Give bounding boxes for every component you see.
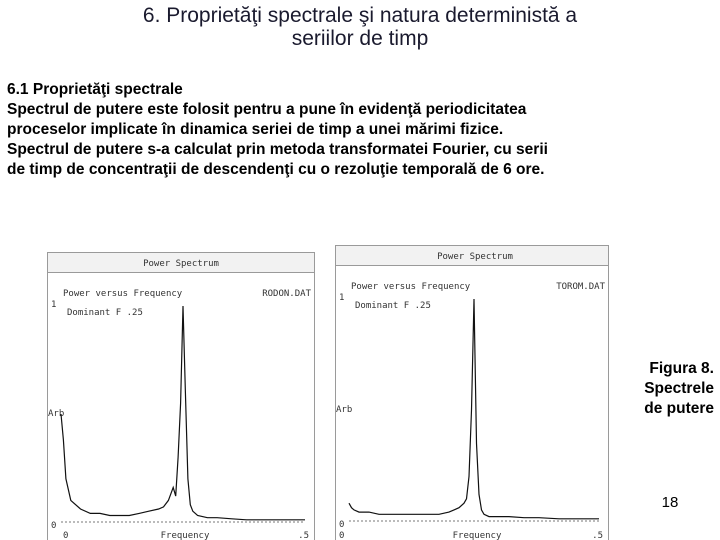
dominant-frequency-label: Dominant F .25 xyxy=(67,308,143,318)
y-axis-zero-label: 0 xyxy=(51,521,57,531)
y-axis-zero-label: 0 xyxy=(339,520,345,530)
figure-header: Power Spectrum xyxy=(143,259,219,269)
power-spectrum-figure-2 xyxy=(335,245,609,540)
page-number: 18 xyxy=(661,494,679,511)
x-axis-max-label: .5 xyxy=(298,531,309,540)
y-axis-top-label: 1 xyxy=(51,300,57,310)
y-axis-top-label: 1 xyxy=(339,293,345,303)
figure-subtitle: Power versus Frequency xyxy=(351,282,471,292)
x-axis-min-label: 0 xyxy=(63,531,69,540)
paragraph-line: de timp de concentraţii de descendenţi cu o rezoluţie temporală de 6 ore. xyxy=(7,161,545,178)
paragraph-line: Spectrul de putere s-a calculat prin metoda transformatei Fourier, cu serii xyxy=(7,141,548,158)
slide-title xyxy=(0,4,720,50)
y-axis-label: Arb xyxy=(336,405,353,415)
paragraph-line: Spectrul de putere este folosit pentru a pune în evidenţă periodicitatea xyxy=(7,101,527,118)
figure-file-name: TOROM.DAT xyxy=(556,282,605,292)
caption-line: Figura 8. xyxy=(649,360,714,377)
x-axis-label: Frequency xyxy=(160,531,210,540)
y-axis-label: Arb xyxy=(48,409,65,419)
x-axis-min-label: 0 xyxy=(339,531,345,540)
figure-file-name: RODON.DAT xyxy=(262,289,311,299)
section-heading: 6.1 Proprietăţi spectrale xyxy=(7,81,183,98)
body-text xyxy=(7,80,707,180)
slide-title-line-2: seriilor de timp xyxy=(291,27,429,50)
slide-title-line-1: 6. Proprietăţi spectrale şi natura deterministă a xyxy=(142,4,578,27)
caption-line: Spectrele xyxy=(644,380,714,397)
paragraph-line: proceselor implicate în dinamica seriei de timp a unei mărimi fizice. xyxy=(7,121,504,138)
figure-header: Power Spectrum xyxy=(437,252,513,262)
x-axis-label: Frequency xyxy=(452,531,502,540)
figure-subtitle: Power versus Frequency xyxy=(63,289,183,299)
dominant-frequency-label: Dominant F .25 xyxy=(355,301,431,311)
figure-caption xyxy=(630,359,714,419)
power-spectrum-figure-1 xyxy=(47,252,315,540)
x-axis-max-label: .5 xyxy=(592,531,603,540)
caption-line: de putere xyxy=(644,400,714,417)
